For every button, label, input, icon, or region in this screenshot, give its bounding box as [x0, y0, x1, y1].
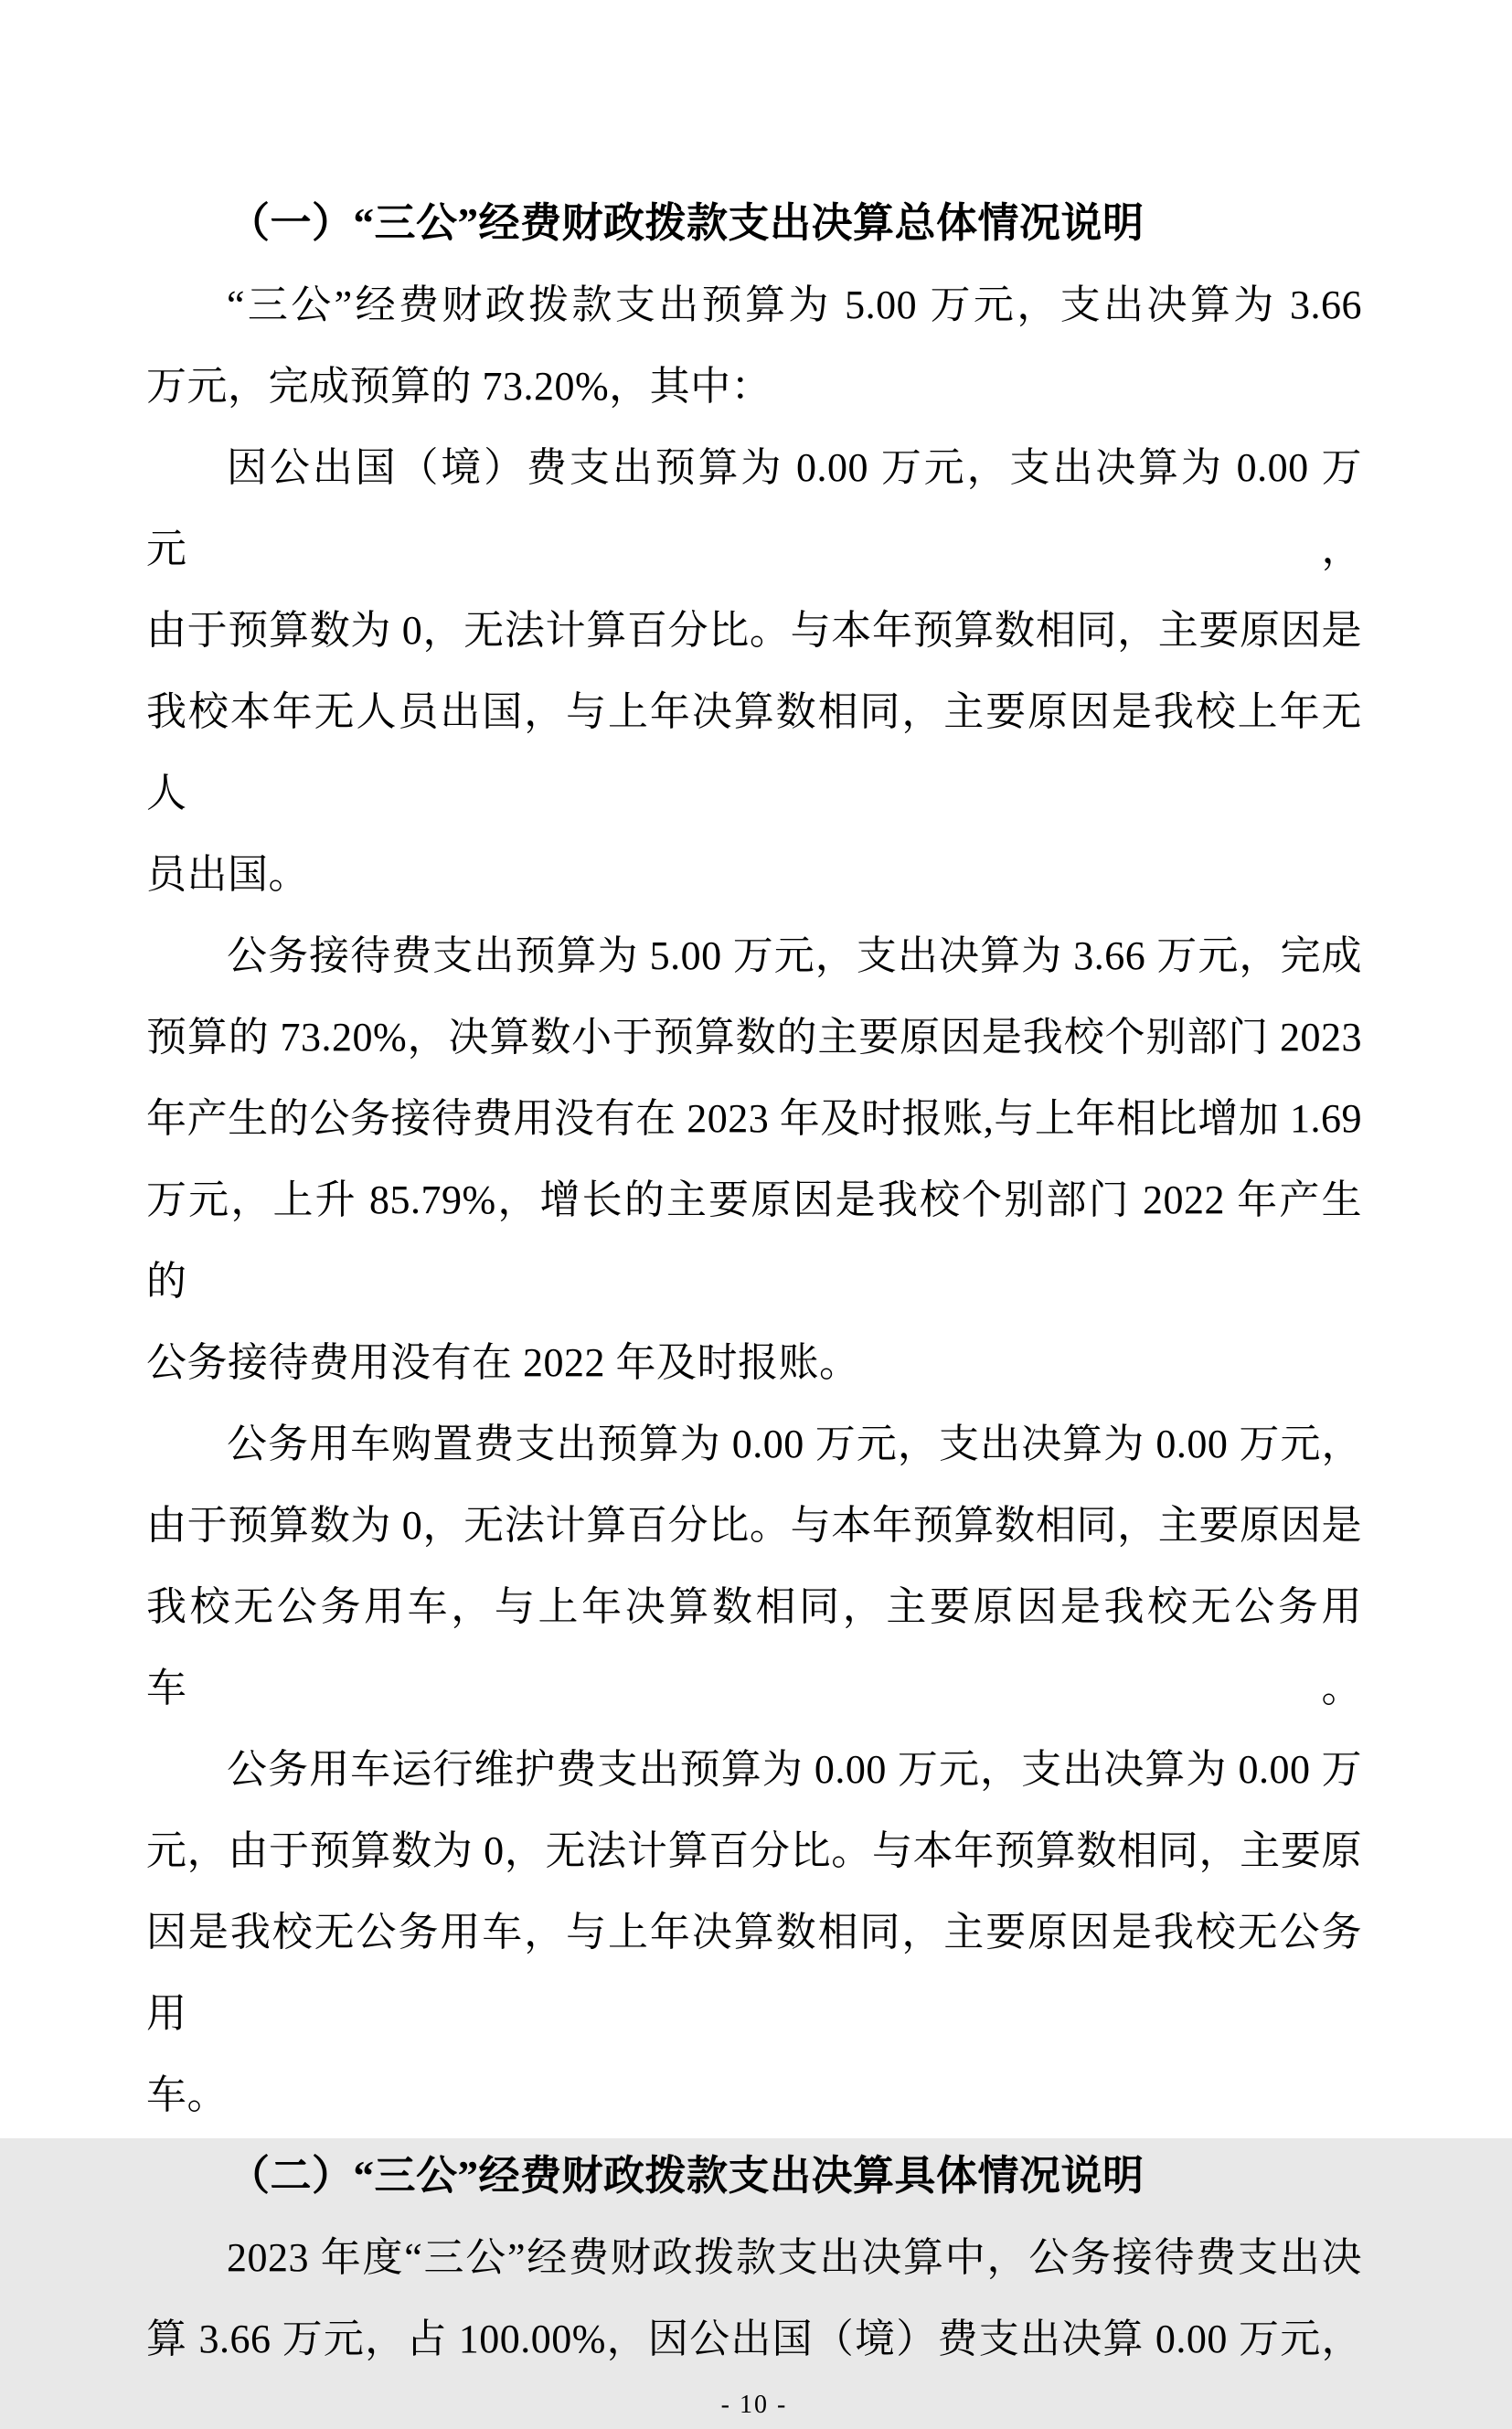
document-body [146, 183, 1362, 2380]
text-line: 万元，上升 85.79%，增长的主要原因是我校个别部门 2022 年产生的 [146, 1177, 1362, 1304]
text-line: 公务接待费支出预算为 5.00 万元，支出决算为 3.66 万元，完成 [227, 933, 1362, 978]
page-number: - 10 - [720, 2391, 788, 2419]
text-line: 万元，完成预算的 73.20%，其中： [146, 364, 772, 409]
section-heading-1: （一）“三公”经费财政拨款支出决算总体情况说明 [229, 200, 1145, 246]
text-line: 车。 [146, 2072, 228, 2117]
text-line: 算 3.66 万元，占 100.00%，因公出国（境）费支出决算 0.00 万元， [146, 2317, 1362, 2361]
text-line: 由于预算数为 0，无法计算百分比。与本年预算数相同，主要原因是 [146, 608, 1362, 653]
text-line: 我校本年无人员出国，与上年决算数相同，主要原因是我校上年无人 [146, 689, 1362, 815]
text-line: 因是我校无公务用车，与上年决算数相同，主要原因是我校无公务用 [146, 1910, 1362, 2036]
text-line: 公务用车运行维护费支出预算为 0.00 万元，支出决算为 0.00 万 [227, 1747, 1362, 1792]
section-heading-2: （二）“三公”经费财政拨款支出决算具体情况说明 [229, 2153, 1145, 2199]
text-line: 我校无公务用车，与上年决算数相同，主要原因是我校无公务用车。 [146, 1584, 1362, 1710]
text-line: 公务用车购置费支出预算为 0.00 万元，支出决算为 0.00 万元， [227, 1422, 1362, 1466]
text-line: 2023 年度“三公”经费财政拨款支出决算中，公务接待费支出决 [227, 2235, 1362, 2280]
text-line: 元，由于预算数为 0，无法计算百分比。与本年预算数相同，主要原 [146, 1828, 1362, 1873]
text-line: “三公”经费财政拨款支出预算为 5.00 万元，支出决算为 3.66 [227, 282, 1362, 327]
text-line: 员出国。 [146, 852, 309, 897]
text-line: 年产生的公务接待费用没有在 2023 年及时报账,与上年相比增加 1.69 [146, 1096, 1362, 1141]
text-line: 因公出国（境）费支出预算为 0.00 万元，支出决算为 0.00 万元， [146, 445, 1362, 571]
text-line: 由于预算数为 0，无法计算百分比。与本年预算数相同，主要原因是 [146, 1503, 1362, 1548]
text-line: 预算的 73.20%，决算数小于预算数的主要原因是我校个别部门 2023 [146, 1015, 1362, 1060]
text-line: 公务接待费用没有在 2022 年及时报账。 [146, 1340, 860, 1385]
